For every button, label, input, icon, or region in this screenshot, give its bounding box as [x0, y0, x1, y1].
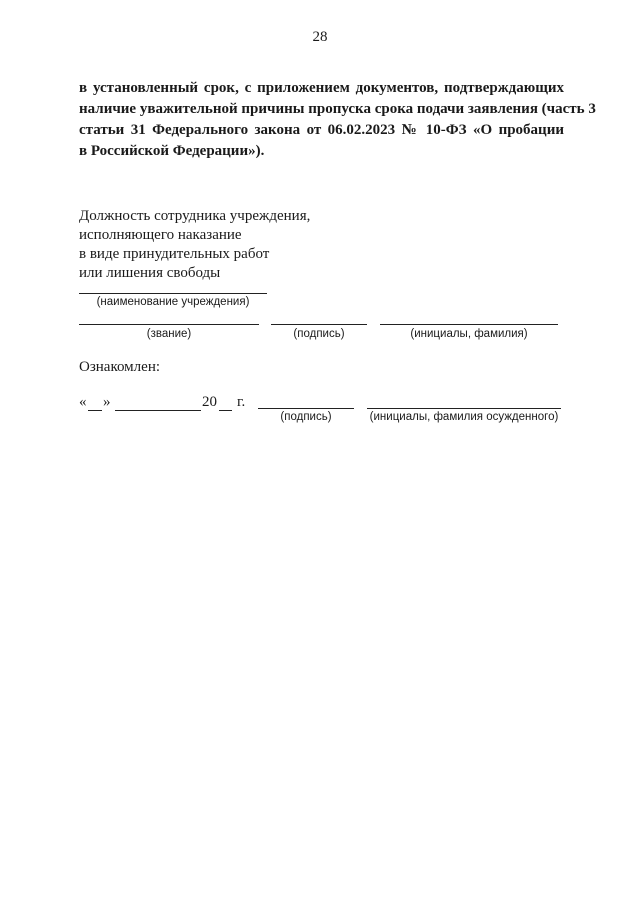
date-close-quote: »	[103, 394, 111, 410]
date-year-prefix: 20	[202, 394, 217, 410]
paragraph-line-4: в Российской Федерации»).	[79, 143, 265, 159]
position-line-4: или лишения свободы	[79, 265, 221, 281]
rank-caption: (звание)	[146, 328, 192, 340]
paragraph-line-3: статьи 31 Федерального закона от 06.02.2023 № 10-ФЗ «О пробации	[79, 122, 564, 138]
position-line-2: исполняющего наказание	[79, 227, 242, 243]
date-day-line[interactable]	[88, 410, 102, 411]
page-number: 28	[312, 29, 328, 45]
position-line-1: Должность сотрудника учреждения,	[79, 208, 311, 224]
position-line-3: в виде принудительных работ	[79, 246, 270, 262]
signature-caption: (подпись)	[293, 328, 345, 340]
date-month-line[interactable]	[115, 410, 201, 411]
institution-name-line[interactable]	[79, 293, 267, 294]
paragraph-line-2: наличие уважительной причины пропуска срока подачи заявления (часть 3	[79, 101, 596, 117]
convict-initials-caption: (инициалы, фамилия осужденного)	[369, 411, 559, 423]
initials-line[interactable]	[380, 324, 558, 325]
date-year-line[interactable]	[219, 410, 232, 411]
convict-initials-line[interactable]	[367, 408, 561, 409]
paragraph-line-1: в установленный срок, с приложением документов, подтверждающих	[79, 80, 564, 96]
initials-caption: (инициалы, фамилия)	[410, 328, 528, 340]
rank-line[interactable]	[79, 324, 259, 325]
date-open-quote: «	[79, 394, 87, 410]
acquainted-label: Ознакомлен:	[79, 359, 161, 375]
signature-line[interactable]	[271, 324, 367, 325]
convict-signature-caption: (подпись)	[280, 411, 332, 423]
institution-caption: (наименование учреждения)	[96, 296, 250, 308]
date-year-suffix: г.	[237, 394, 246, 410]
official-position-block	[79, 207, 310, 283]
convict-signature-line[interactable]	[258, 408, 354, 409]
body-paragraph	[79, 78, 596, 162]
